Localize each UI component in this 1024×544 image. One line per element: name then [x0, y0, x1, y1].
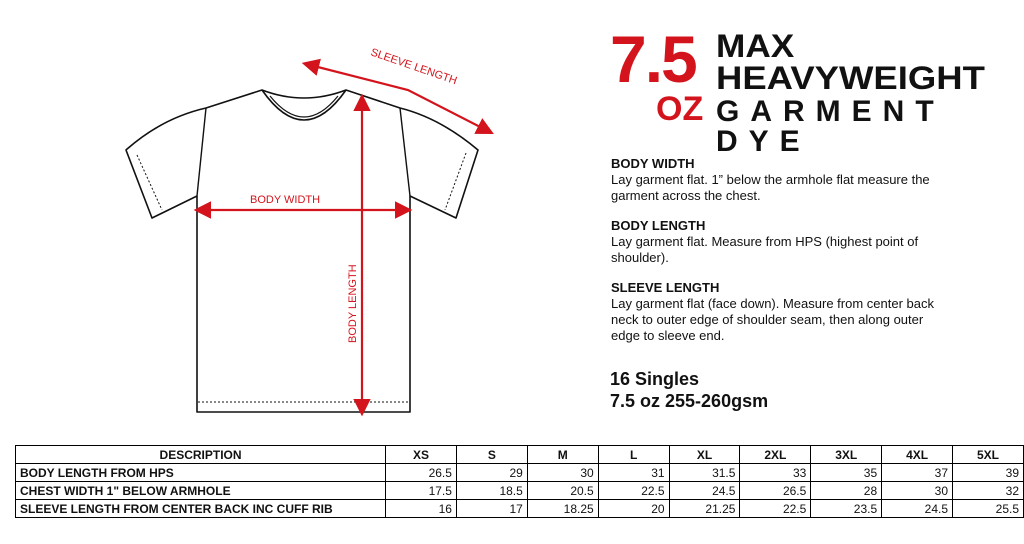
table-cell: 35 — [811, 464, 882, 482]
table-cell: 23.5 — [811, 500, 882, 518]
sleeve-length-label: SLEEVE LENGTH — [369, 46, 459, 88]
size-header: M — [527, 446, 598, 464]
tshirt-diagram — [0, 0, 600, 440]
table-cell: 31.5 — [669, 464, 740, 482]
size-header: 3XL — [811, 446, 882, 464]
table-cell: 29 — [456, 464, 527, 482]
brand-unit: OZ — [656, 90, 704, 128]
table-cell: 21.25 — [669, 500, 740, 518]
table-cell: 25.5 — [953, 500, 1024, 518]
table-row — [16, 482, 1024, 500]
size-header: XS — [386, 446, 457, 464]
fabric-singles: 16 Singles — [610, 369, 700, 389]
spec-title: SLEEVE LENGTH — [611, 280, 720, 295]
sleeve-length-arrow — [306, 64, 490, 132]
spec-sleeve-length — [611, 280, 951, 344]
spec-body-length — [611, 218, 951, 266]
description-header: DESCRIPTION — [16, 446, 386, 464]
size-header: XL — [669, 446, 740, 464]
size-header: 2XL — [740, 446, 811, 464]
table-cell: 20 — [598, 500, 669, 518]
table-row — [16, 500, 1024, 518]
spec-text: Lay garment flat (face down). Measure from center back neck to outer edge of shoulder seam, then along outer edge to sleeve end. — [611, 296, 934, 343]
size-header: 5XL — [953, 446, 1024, 464]
table-cell: 30 — [882, 482, 953, 500]
table-cell: 22.5 — [598, 482, 669, 500]
spec-text: Lay garment flat. 1” below the armhole flat measure the garment across the chest. — [611, 172, 930, 203]
table-cell: 30 — [527, 464, 598, 482]
table-cell: 32 — [953, 482, 1024, 500]
fabric-info — [610, 368, 768, 412]
spec-body-width — [611, 156, 951, 204]
table-header-row — [16, 446, 1024, 464]
table-cell: 37 — [882, 464, 953, 482]
size-chart-table — [15, 445, 1024, 518]
table-row — [16, 464, 1024, 482]
table-cell: 31 — [598, 464, 669, 482]
table-cell: 24.5 — [882, 500, 953, 518]
table-cell: 17.5 — [386, 482, 457, 500]
brand-line2: HEAVYWEIGHT — [716, 60, 985, 96]
body-width-label: BODY WIDTH — [250, 194, 321, 206]
table-cell: 26.5 — [740, 482, 811, 500]
table-cell: 18.25 — [527, 500, 598, 518]
row-label: CHEST WIDTH 1" BELOW ARMHOLE — [16, 482, 386, 500]
spec-text: Lay garment flat. Measure from HPS (highest point of shoulder). — [611, 234, 919, 265]
tshirt-outline — [126, 90, 478, 412]
brand-line3: GARMENT DYE — [716, 95, 945, 158]
size-header: L — [598, 446, 669, 464]
body-length-label: BODY LENGTH — [347, 264, 359, 343]
table-cell: 26.5 — [386, 464, 457, 482]
table-cell: 20.5 — [527, 482, 598, 500]
brand-logo — [610, 22, 1010, 158]
spec-title: BODY LENGTH — [611, 218, 706, 233]
measurement-instructions — [611, 156, 951, 358]
spec-title: BODY WIDTH — [611, 156, 695, 171]
table-cell: 16 — [386, 500, 457, 518]
brand-line1: MAX — [716, 28, 795, 64]
table-cell: 28 — [811, 482, 882, 500]
row-label: SLEEVE LENGTH FROM CENTER BACK INC CUFF RIB — [16, 500, 386, 518]
fabric-weight: 7.5 oz 255-260gsm — [610, 391, 769, 411]
table-cell: 33 — [740, 464, 811, 482]
table-cell: 24.5 — [669, 482, 740, 500]
brand-weight: 7.5 — [610, 22, 696, 96]
table-cell: 39 — [953, 464, 1024, 482]
size-header: 4XL — [882, 446, 953, 464]
table-cell: 22.5 — [740, 500, 811, 518]
table-cell: 18.5 — [456, 482, 527, 500]
size-header: S — [456, 446, 527, 464]
table-cell: 17 — [456, 500, 527, 518]
row-label: BODY LENGTH FROM HPS — [16, 464, 386, 482]
